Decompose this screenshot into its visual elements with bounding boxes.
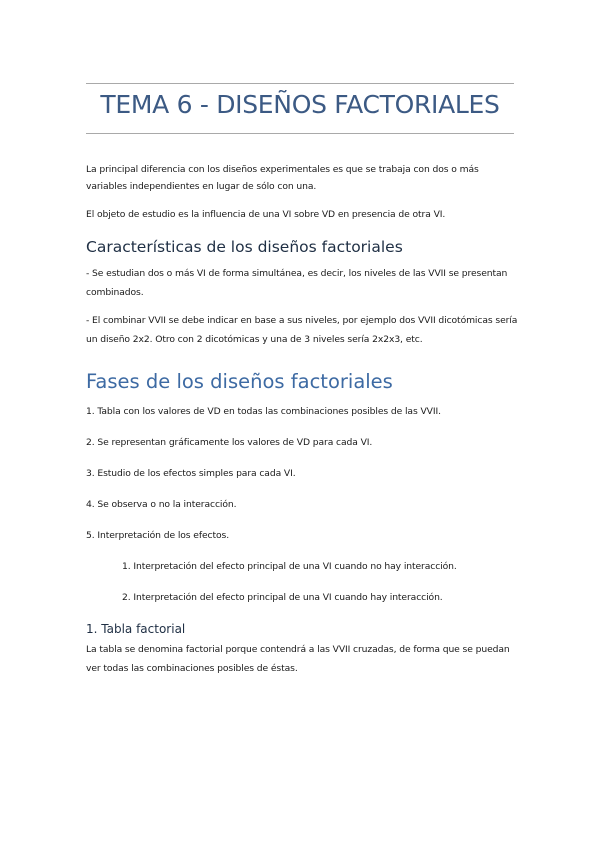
section-heading-tabla-factorial: 1. Tabla factorial xyxy=(86,622,186,636)
intro-paragraph-line: La principal diferencia con los diseños experimentales es que se trabaja con dos o más xyxy=(86,164,479,175)
tabla-paragraph-line: ver todas las combinaciones posibles de éstas. xyxy=(86,663,298,674)
fases-step-3: 3. Estudio de los efectos simples para cada VI. xyxy=(86,468,296,479)
caracteristicas-item-2-line: un diseño 2x2. Otro con 2 dicotómicas y una de 3 niveles sería 2x2x3, etc. xyxy=(86,334,423,345)
page-title: TEMA 6 - DISEÑOS FACTORIALES xyxy=(100,90,500,119)
caracteristicas-item-1-line: - Se estudian dos o más VI de forma simultánea, es decir, los niveles de las VVII se presentan xyxy=(86,268,508,279)
section-heading-fases: Fases de los diseños factoriales xyxy=(86,370,393,393)
caracteristicas-item-1-line: combinados. xyxy=(86,287,144,298)
intro-paragraph-line: variables independientes en lugar de sólo con una. xyxy=(86,181,317,192)
caracteristicas-item-2-line: - El combinar VVII se debe indicar en base a sus niveles, por ejemplo dos VVII dicotómicas sería xyxy=(86,315,518,326)
tabla-paragraph-line: La tabla se denomina factorial porque contendrá a las VVII cruzadas, de forma que se puedan xyxy=(86,644,510,655)
fases-substep-2: 2. Interpretación del efecto principal de una VI cuando hay interacción. xyxy=(122,592,443,603)
title-top-rule xyxy=(86,83,514,84)
fases-step-4: 4. Se observa o no la interacción. xyxy=(86,499,237,510)
section-heading-caracteristicas: Características de los diseños factoriales xyxy=(86,238,403,256)
fases-step-5: 5. Interpretación de los efectos. xyxy=(86,530,230,541)
fases-step-1: 1. Tabla con los valores de VD en todas las combinaciones posibles de las VVII. xyxy=(86,406,441,417)
fases-step-2: 2. Se representan gráficamente los valores de VD para cada VI. xyxy=(86,437,373,448)
fases-substep-1: 1. Interpretación del efecto principal de una VI cuando no hay interacción. xyxy=(122,561,457,572)
title-bottom-rule xyxy=(86,133,514,134)
intro-paragraph-2: El objeto de estudio es la influencia de una VI sobre VD en presencia de otra VI. xyxy=(86,209,446,220)
